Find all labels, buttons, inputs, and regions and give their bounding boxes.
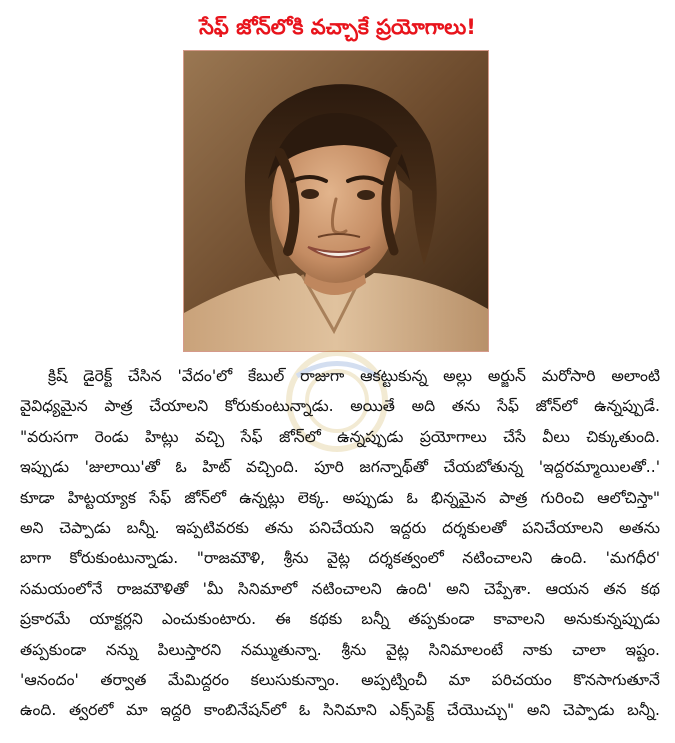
article-line: "వరుసగా రెండు హిట్లు వచ్చి సేఫ్ జోన్‌లో ఉన్నప్పుడు ప్రయోగాలు చేసే వీలు చిక్కుతుంది.	[20, 427, 660, 446]
article-line: అని చెప్పాడు బన్నీ. ఇప్పటివరకు తను పనిచేయని ఇద్దరు దర్శకులతో పనిచేయాలని అతను	[20, 518, 660, 537]
article-line: వైవిధ్యమైన పాత్ర చేయాలని కోరుకుంటున్నాడు. అయితే అది తను సేఫ్ జోన్‌లో ఉన్నప్పుడే.	[20, 397, 660, 416]
article-line: బాగా కోరుకుంటున్నాడు. "రాజమౌళి, శ్రీను వైట్ల దర్శకత్వంలో నటించాలని ఉంది. 'మగధీర'	[20, 549, 660, 568]
article-line: క్రిష్ డైరెక్ట్ చేసిన 'వేదం'లో కేబుల్ రాజుగా ఆకట్టుకున్న అల్లు అర్జున్ మరోసారి అలాంటి	[48, 367, 660, 385]
article-line: సమయంలోనే రాజమౌళితో 'మీ సినిమాలో నటించాలని ఉంది' అని చెప్పేశా. ఆయన తన కథ	[20, 579, 660, 598]
portrait-illustration	[184, 51, 488, 351]
article-line: కూడా హిట్టయ్యాక సేఫ్ జోన్‌లో ఉన్నట్లు లెక్క. అప్పుడు ఓ భిన్నమైన పాత్ర గురించి ఆలోచిస్తా"	[20, 488, 660, 507]
article-line: ప్రకారమే యాక్టర్లని ఎంచుకుంటారు. ఈ కథకు బన్నీ తప్పకుండా కావాలని అనుకున్నప్పుడు	[20, 610, 660, 629]
article-line: 'ఆనందం' తర్వాత మేమిద్దరం కలుసుకున్నాం. అప్పట్నించీ మా పరిచయం కొనసాగుతూనే	[20, 670, 660, 689]
article-line: ఇప్పుడు 'జులాయి'తో ఓ హిట్ వచ్చింది. పూరి జగన్నాథ్‌తో చేయబోతున్న 'ఇద్దరమ్మాయిలతో..'	[20, 458, 660, 477]
article-photo	[183, 50, 489, 352]
article-body	[20, 361, 660, 726]
article-line: ఉంది. త్వరలో మా ఇద్దరి కాంబినేషన్‌లో ఓ సినిమాని ఎక్స్‌పెక్ట్ చేయొచ్చు" అని చెప్పాడు బన్నీ.	[20, 701, 660, 720]
article-line: తప్పకుండా నన్ను పిలుస్తారని నమ్ముతున్నా. శ్రీను వైట్ల సినిమాలంటే నాకు చాలా ఇష్టం.	[20, 640, 660, 659]
article-headline: సేఫ్ జోన్‌లోకి వచ్చాకే ప్రయోగాలు!	[199, 15, 476, 39]
